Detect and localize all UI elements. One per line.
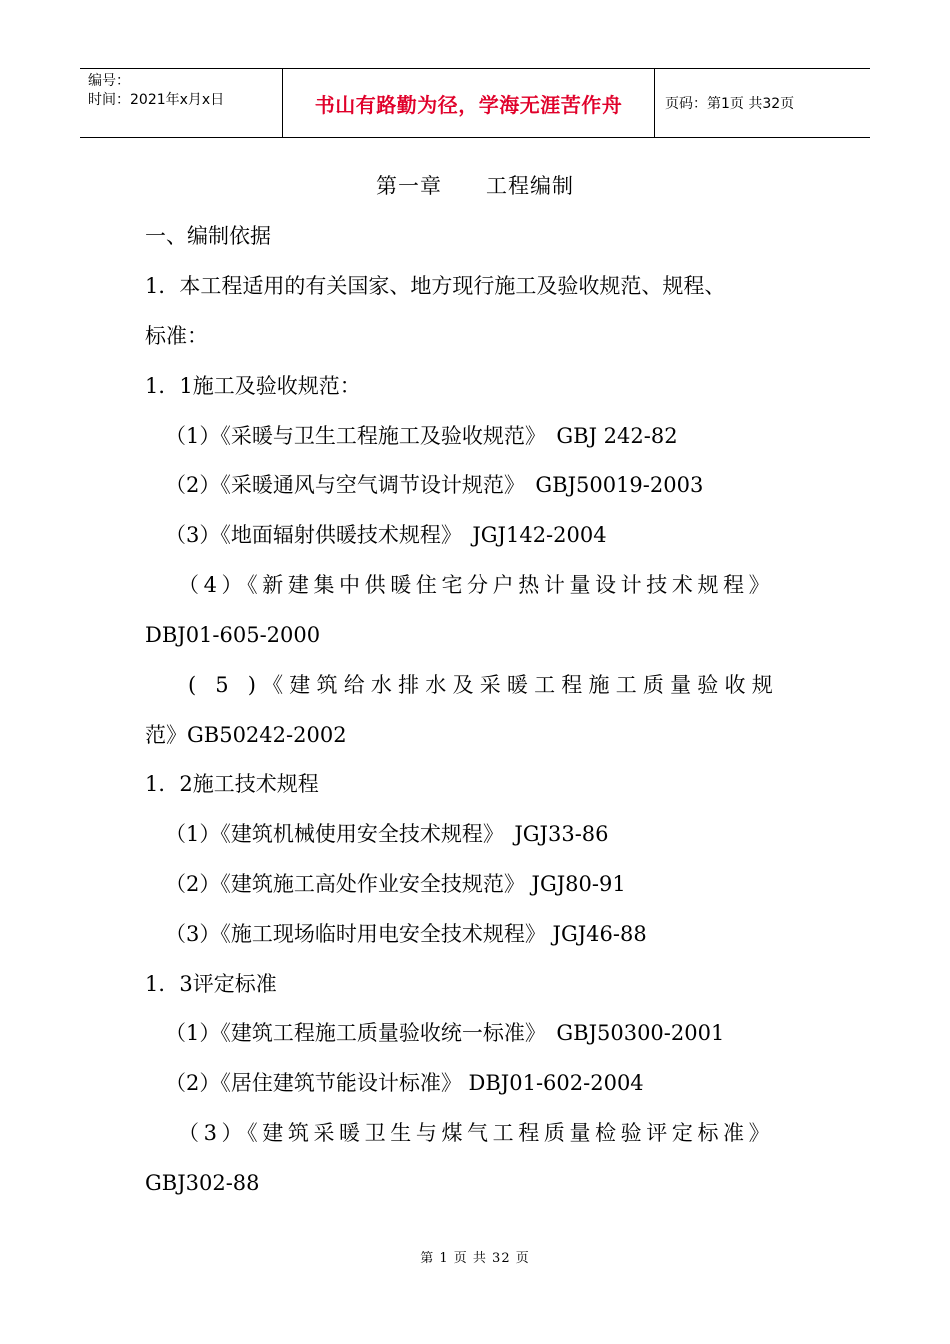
list-item: （2）《居住建筑节能设计标准》 DBJ01-602-2004 — [165, 1071, 644, 1095]
list-item: （1）《建筑机械使用安全技术规程》 JGJ33-86 — [165, 822, 609, 846]
list-item: （1）《采暖与卫生工程施工及验收规范》 GBJ 242-82 — [165, 424, 678, 448]
list-item: （1）《建筑工程施工质量验收统一标准》 GBJ50300-2001 — [165, 1021, 725, 1045]
subsection-heading: 1．2施工技术规程 — [145, 772, 319, 796]
page-header — [80, 68, 870, 138]
page-footer: 第 1 页 共 32 页 — [420, 1251, 530, 1266]
paragraph-line: 1．本工程适用的有关国家、地方现行施工及验收规范、规程、 — [145, 274, 726, 298]
list-item: ( 5 )《建筑给水排水及采暖工程施工质量验收规 — [188, 673, 779, 697]
list-item-continuation: GBJ302-88 — [145, 1171, 260, 1195]
chapter-title: 第一章 工程编制 — [376, 174, 574, 198]
header-page-info: 页码：第1页 共32页 — [665, 96, 795, 112]
paragraph-line: 标准： — [145, 324, 208, 348]
list-item: （3）《地面辐射供暖技术规程》 JGJ142-2004 — [165, 523, 607, 547]
list-item: （2）《建筑施工高处作业安全技规范》 JGJ80-91 — [165, 872, 626, 896]
list-item: （3）《施工现场临时用电安全技术规程》 JGJ46-88 — [165, 922, 647, 946]
date-label: 时间：2021年x月x日 — [88, 92, 225, 108]
subsection-heading: 1．3评定标准 — [145, 972, 277, 996]
list-item: （4）《新建集中供暖住宅分户热计量设计技术规程》 — [178, 573, 775, 597]
list-item: （3）《建筑采暖卫生与煤气工程质量检验评定标准》 — [178, 1121, 775, 1145]
subsection-heading: 1．1施工及验收规范： — [145, 374, 361, 398]
section-heading: 一、编制依据 — [145, 224, 271, 248]
list-item-continuation: DBJ01-605-2000 — [145, 623, 321, 647]
list-item-continuation: 范》GB50242-2002 — [145, 723, 347, 747]
header-motto: 书山有路勤为径，学海无涯苦作舟 — [282, 69, 655, 137]
header-meta — [80, 69, 282, 137]
list-item: （2）《采暖通风与空气调节设计规范》 GBJ50019-2003 — [165, 473, 704, 497]
code-label: 编号： — [88, 73, 130, 89]
